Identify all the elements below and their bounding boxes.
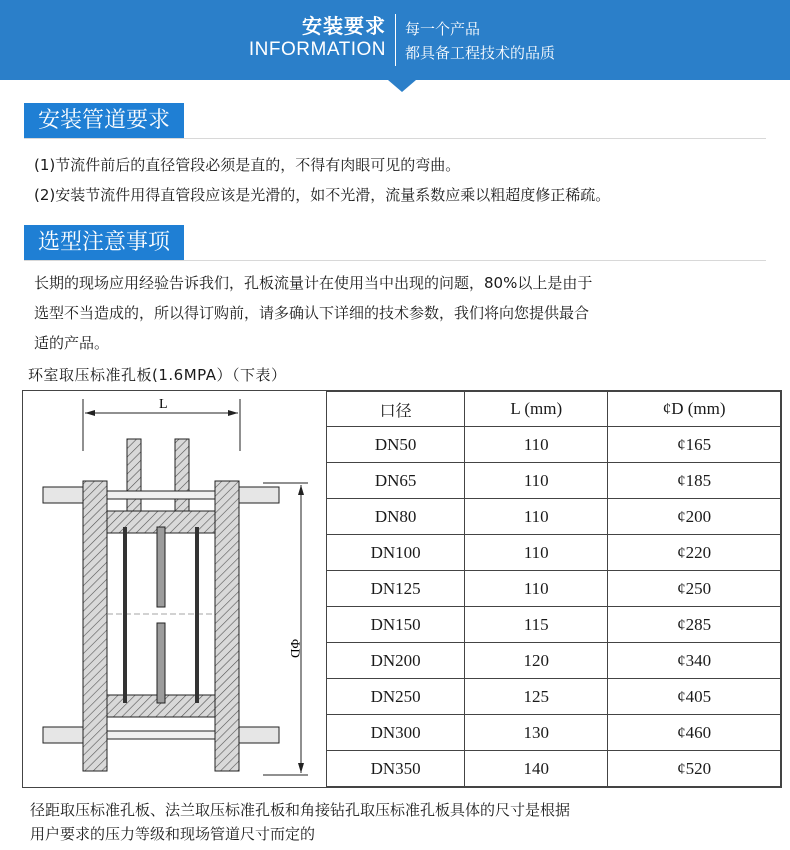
cell-length: 125 bbox=[465, 679, 608, 715]
cell-diameter: ¢200 bbox=[608, 499, 781, 535]
cell-length: 120 bbox=[465, 643, 608, 679]
col-header-length: L (mm) bbox=[465, 392, 608, 427]
cell-size: DN250 bbox=[327, 679, 465, 715]
cell-length: 110 bbox=[465, 427, 608, 463]
table-caption: 环室取压标准孔板(1.6MPA）（下表） bbox=[28, 366, 287, 384]
cell-diameter: ¢220 bbox=[608, 535, 781, 571]
cell-diameter: ¢520 bbox=[608, 751, 781, 787]
cell-size: DN80 bbox=[327, 499, 465, 535]
table-row bbox=[327, 535, 781, 571]
table-row bbox=[327, 643, 781, 679]
cell-size: DN150 bbox=[327, 607, 465, 643]
cell-diameter: ¢285 bbox=[608, 607, 781, 643]
cell-length: 140 bbox=[465, 751, 608, 787]
cell-length: 110 bbox=[465, 463, 608, 499]
col-header-size: 口径 bbox=[327, 392, 465, 427]
table-row bbox=[327, 499, 781, 535]
col-header-diameter: ¢D (mm) bbox=[608, 392, 781, 427]
section-title-pipe-requirements: 安装管道要求 bbox=[24, 103, 184, 139]
cell-size: DN200 bbox=[327, 643, 465, 679]
banner-title: 安装要求 bbox=[302, 14, 386, 38]
cell-diameter: ¢165 bbox=[608, 427, 781, 463]
cell-diameter: ¢405 bbox=[608, 679, 781, 715]
footer-line-2: 用户要求的压力等级和现场管道尺寸而定的 bbox=[30, 825, 316, 843]
cell-diameter: ¢340 bbox=[608, 643, 781, 679]
dim-D-label: ΦD bbox=[288, 639, 303, 658]
dim-L-label: L bbox=[159, 397, 168, 412]
cell-diameter: ¢185 bbox=[608, 463, 781, 499]
table-row bbox=[327, 571, 781, 607]
banner-divider bbox=[395, 14, 396, 66]
spec-table bbox=[326, 391, 781, 787]
cell-length: 110 bbox=[465, 571, 608, 607]
selection-note-line-1: 长期的现场应用经验告诉我们，孔板流量计在使用当中出现的问题，80%以上是由于 bbox=[34, 274, 593, 292]
table-row bbox=[327, 715, 781, 751]
cell-diameter: ¢250 bbox=[608, 571, 781, 607]
cell-length: 130 bbox=[465, 715, 608, 751]
bolt-nut bbox=[43, 487, 83, 503]
banner-subtitle-en: INFORMATION bbox=[248, 39, 386, 60]
pressure-tap-left bbox=[127, 439, 141, 523]
cell-size: DN125 bbox=[327, 571, 465, 607]
cell-diameter: ¢460 bbox=[608, 715, 781, 751]
table-row bbox=[327, 607, 781, 643]
cell-length: 115 bbox=[465, 607, 608, 643]
cell-length: 110 bbox=[465, 499, 608, 535]
pipe-requirement-line-2: (2)安装节流件用得直管段应该是光滑的，如不光滑，流量系数应乘以粗超度修正稀疏。 bbox=[34, 186, 611, 204]
footer-line-1: 径距取压标准孔板、法兰取压标准孔板和角接钻孔取压标准孔板具体的尺寸是根据 bbox=[30, 801, 571, 819]
pressure-tap-right bbox=[175, 439, 189, 523]
cell-size: DN300 bbox=[327, 715, 465, 751]
cell-length: 110 bbox=[465, 535, 608, 571]
banner-title-block bbox=[249, 14, 386, 62]
slogan-line-1: 每一个产品 bbox=[405, 20, 481, 38]
slogan-line-2: 都具备工程技术的品质 bbox=[405, 44, 556, 62]
table-row bbox=[327, 751, 781, 787]
gasket bbox=[195, 527, 199, 703]
section-rule bbox=[24, 260, 766, 261]
table-row bbox=[327, 463, 781, 499]
table-header-row bbox=[327, 392, 781, 427]
banner-slogan bbox=[405, 17, 555, 65]
table-row bbox=[327, 679, 781, 715]
section-rule bbox=[24, 138, 766, 139]
table-row bbox=[327, 427, 781, 463]
cell-size: DN350 bbox=[327, 751, 465, 787]
bolt-nut bbox=[239, 487, 279, 503]
selection-note-line-2: 选型不当造成的，所以得订购前，请多确认下详细的技术参数，我们将向您提供最合 bbox=[34, 304, 590, 322]
pipe-requirement-line-1: (1)节流件前后的直径管段必须是直的，不得有肉眼可见的弯曲。 bbox=[34, 156, 461, 174]
bolt-nut bbox=[239, 727, 279, 743]
banner-notch bbox=[388, 80, 416, 92]
orifice-plate-drawing bbox=[23, 391, 323, 787]
section-title-selection-notes: 选型注意事项 bbox=[24, 225, 184, 261]
bolt-nut bbox=[43, 727, 83, 743]
cell-size: DN100 bbox=[327, 535, 465, 571]
orifice-plate-lower bbox=[157, 623, 165, 703]
cell-size: DN50 bbox=[327, 427, 465, 463]
selection-note-line-3: 适的产品。 bbox=[34, 334, 110, 352]
footer-note bbox=[30, 798, 570, 846]
flange-left bbox=[83, 481, 107, 771]
gasket bbox=[123, 527, 127, 703]
flange-right bbox=[215, 481, 239, 771]
cell-size: DN65 bbox=[327, 463, 465, 499]
orifice-plate-upper bbox=[157, 527, 165, 607]
